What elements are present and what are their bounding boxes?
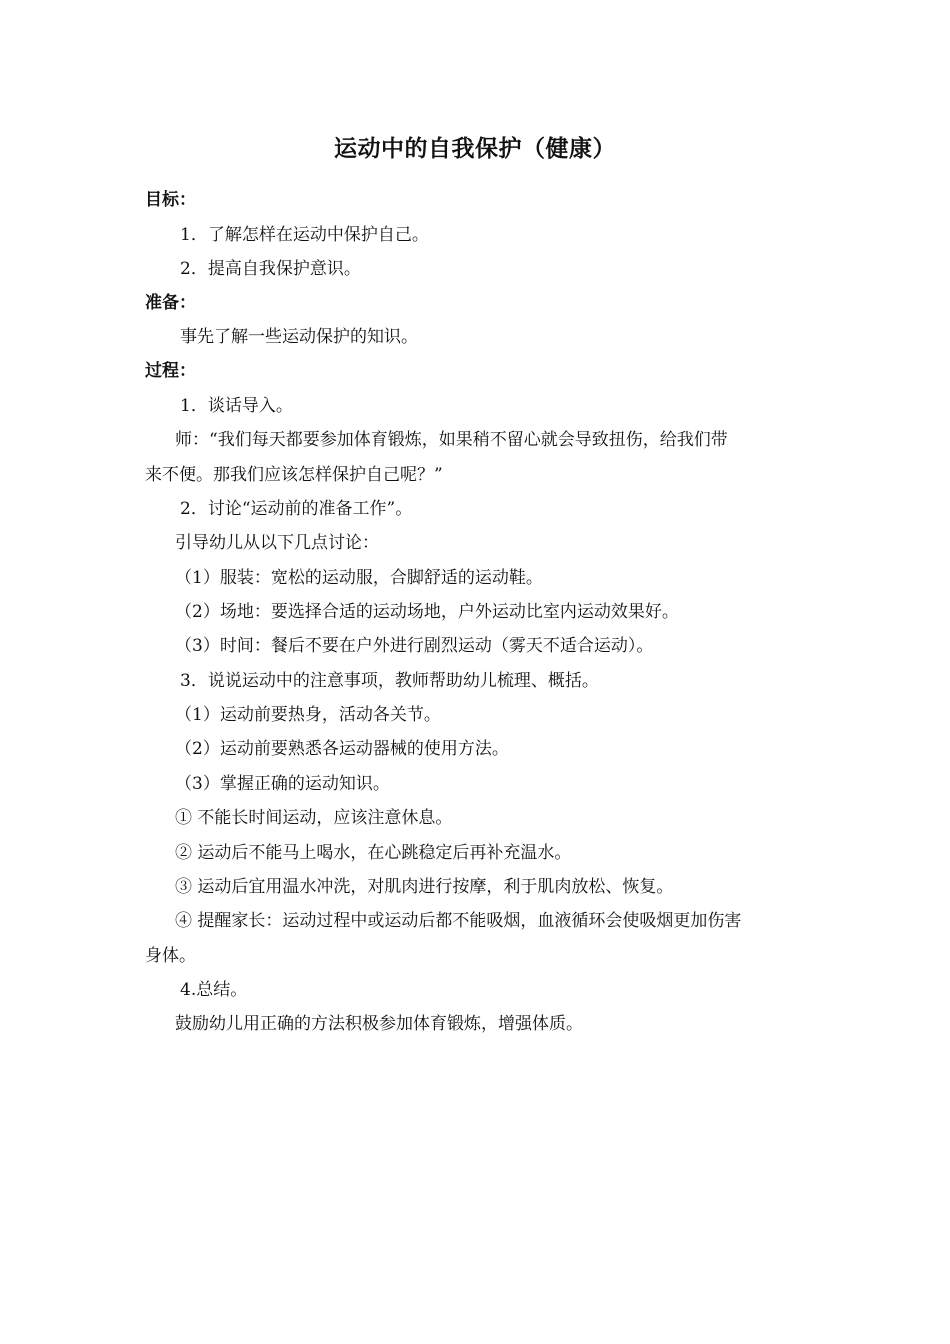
- knowledge-point-1: ① 不能长时间运动，应该注意休息。: [175, 808, 453, 828]
- process-step-2: 2．讨论“运动前的准备工作”。: [180, 499, 413, 519]
- discussion-intro: 引导幼儿从以下几点讨论：: [175, 533, 379, 553]
- knowledge-point-3: ③ 运动后宜用温水冲洗，对肌肉进行按摩，利于肌肉放松、恢复。: [175, 877, 674, 897]
- process-step-1: 1．谈话导入。: [180, 396, 293, 416]
- process-heading: 过程：: [145, 361, 196, 381]
- preparation-text: 事先了解一些运动保护的知识。: [180, 327, 418, 347]
- knowledge-point-2: ② 运动后不能马上喝水，在心跳稳定后再补充温水。: [175, 843, 572, 863]
- goal-item-1: 1．了解怎样在运动中保护自己。: [180, 225, 429, 245]
- note-item-knowledge: （3）掌握正确的运动知识。: [175, 774, 390, 794]
- note-item-equipment: （2）运动前要熟悉各运动器械的使用方法。: [175, 739, 509, 759]
- preparation-heading: 准备：: [145, 293, 196, 313]
- knowledge-point-4-line-1: ④ 提醒家长：运动过程中或运动后都不能吸烟，血液循环会使吸烟更加伤害: [175, 911, 742, 931]
- process-step-4: 4.总结。: [180, 980, 248, 1000]
- summary-text: 鼓励幼儿用正确的方法积极参加体育锻炼，增强体质。: [175, 1014, 583, 1034]
- teacher-quote-line-1: 师：“我们每天都要参加体育锻炼，如果稍不留心就会导致扭伤，给我们带: [175, 430, 728, 450]
- prep-item-venue: （2）场地：要选择合适的运动场地，户外运动比室内运动效果好。: [175, 602, 679, 622]
- prep-item-time: （3）时间：餐后不要在户外进行剧烈运动（雾天不适合运动）。: [175, 636, 654, 656]
- teacher-quote-line-2: 来不便。那我们应该怎样保护自己呢？”: [145, 465, 443, 485]
- goal-item-2: 2．提高自我保护意识。: [180, 259, 361, 279]
- knowledge-point-4-line-2: 身体。: [145, 946, 196, 966]
- document-title: 运动中的自我保护（健康）: [334, 136, 616, 162]
- process-step-3: 3．说说运动中的注意事项，教师帮助幼儿梳理、概括。: [180, 671, 599, 691]
- note-item-warmup: （1）运动前要热身，活动各关节。: [175, 705, 441, 725]
- goals-heading: 目标：: [145, 190, 196, 210]
- prep-item-clothing: （1）服装：宽松的运动服，合脚舒适的运动鞋。: [175, 568, 543, 588]
